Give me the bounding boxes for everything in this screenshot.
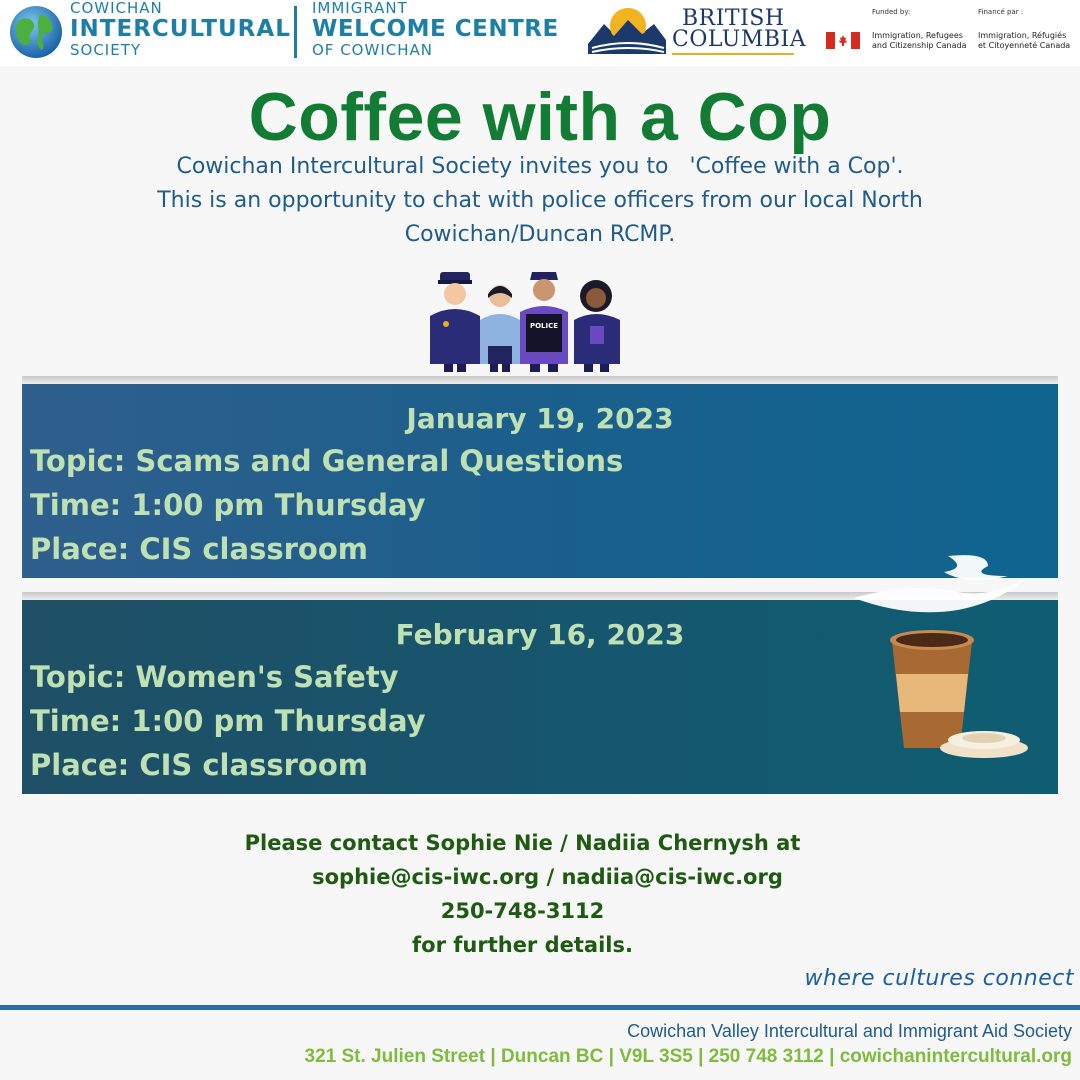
funder-en-line1: Immigration, Refugees xyxy=(872,31,963,40)
iwc-wordmark xyxy=(312,0,559,58)
coffee-cup-icon xyxy=(848,552,1028,762)
tagline: where cultures connect xyxy=(804,966,1074,991)
officer-3 xyxy=(520,272,568,372)
iwc-line3: OF COWICHAN xyxy=(312,41,433,59)
event-topic: Topic: Women's Safety xyxy=(30,660,399,694)
footer-divider xyxy=(0,1005,1080,1010)
cis-wordmark xyxy=(70,0,291,58)
event-time: Time: 1:00 pm Thursday xyxy=(30,704,426,738)
header-divider xyxy=(294,6,297,58)
contact-block xyxy=(0,826,1045,962)
event-card-top-bar xyxy=(22,376,1058,384)
officer-1 xyxy=(430,272,480,372)
event-place: Place: CIS classroom xyxy=(30,748,368,782)
bc-line2: COLUMBIA xyxy=(672,27,807,52)
contact-phone[interactable]: 250-748-3112 xyxy=(440,899,605,923)
globe-icon xyxy=(8,4,64,60)
officer-2 xyxy=(480,285,520,372)
contact-line1: Please contact Sophie Nie / Nadiia Chernysh at xyxy=(244,831,801,855)
intro-line1: Cowichan Intercultural Society invites you to 'Coffee with a Cop'. xyxy=(176,154,904,179)
funded-by-label: Funded by: xyxy=(872,8,911,16)
police-officers-illustration xyxy=(424,268,630,372)
event-date: January 19, 2023 xyxy=(406,402,674,435)
event-date: February 16, 2023 xyxy=(395,618,685,651)
header-bar xyxy=(0,0,1080,66)
bc-line1: BRITISH xyxy=(682,6,785,31)
bc-sun-mountain-icon xyxy=(584,0,668,54)
intro-text xyxy=(40,150,1040,252)
footer-org-name: Cowichan Valley Intercultural and Immigrant Aid Society xyxy=(627,1021,1072,1041)
event-card-january xyxy=(22,376,1058,578)
funder-name-fr xyxy=(978,31,1070,51)
intro-line2: This is an opportunity to chat with police officers from our local North xyxy=(157,188,923,213)
iwc-line2: WELCOME CENTRE xyxy=(312,16,559,42)
event-time: Time: 1:00 pm Thursday xyxy=(30,488,426,522)
event-place: Place: CIS classroom xyxy=(30,532,368,566)
funder-en-line2: and Citizenship Canada xyxy=(872,41,967,50)
funder-fr-line2: et Citoyenneté Canada xyxy=(978,41,1071,50)
footer-address: 321 St. Julien Street | Duncan BC | V9L 3S5 | 250 748 3112 | cowichanintercultural.org xyxy=(304,1046,1072,1067)
page-title: Coffee with a Cop xyxy=(248,79,832,155)
cis-line1: COWICHAN xyxy=(70,0,163,17)
intro-line3: Cowichan/Duncan RCMP. xyxy=(404,222,676,247)
iwc-line1: IMMIGRANT xyxy=(312,0,408,17)
canada-flag-icon xyxy=(826,32,860,49)
event-card-panel xyxy=(22,384,1058,578)
cis-line3: SOCIETY xyxy=(70,41,142,59)
bc-underline xyxy=(672,53,794,55)
bc-wordmark xyxy=(672,8,806,50)
police-badge-text: POLICE xyxy=(529,322,559,330)
event-topic: Topic: Scams and General Questions xyxy=(30,444,624,478)
contact-line4: for further details. xyxy=(412,933,633,957)
officer-4 xyxy=(574,280,620,372)
funder-fr-line1: Immigration, Réfugiés xyxy=(978,31,1067,40)
contact-emails[interactable]: sophie@cis-iwc.org / nadiia@cis-iwc.org xyxy=(312,865,783,889)
finance-par-label: Financé par : xyxy=(978,8,1024,16)
funder-name-en xyxy=(872,31,966,51)
cis-line2: INTERCULTURAL xyxy=(70,16,291,42)
